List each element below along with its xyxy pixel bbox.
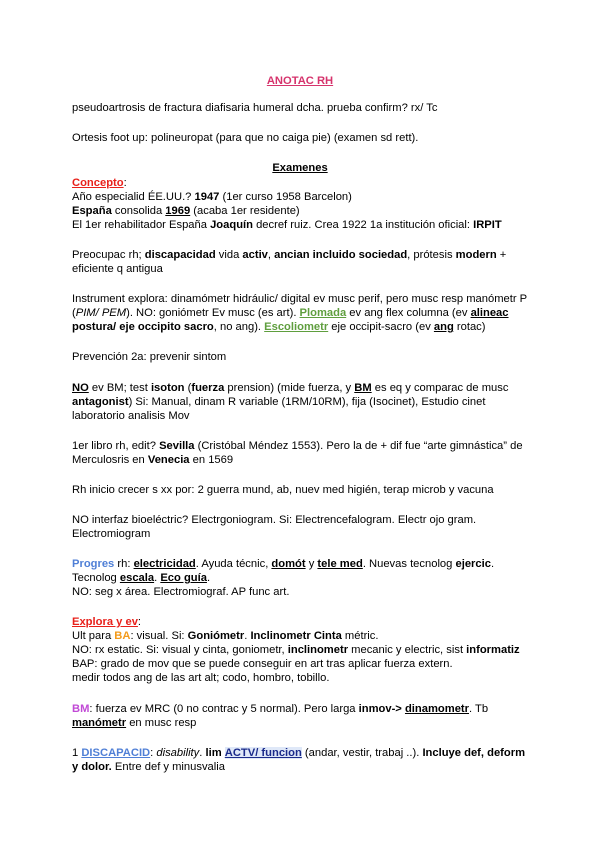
- concepto-line-1: Año especialid ÉE.UU.? 1947 (1er curso 1958 Barcelon): [72, 191, 352, 203]
- section-heading: Examenes: [272, 162, 328, 174]
- libro-line-2: Merculosris en Venecia en 1569: [72, 454, 234, 466]
- document-title: ANOTAC RH: [266, 75, 334, 87]
- explora-line-4: medir todos ang de las art alt; codo, hombro, tobillo.: [72, 672, 330, 684]
- progres-line-2: Tecnolog escala. Eco guía.: [72, 572, 211, 584]
- concepto-line-2: España consolida 1969 (acaba 1er residente): [72, 205, 300, 217]
- explora-line-1: Ult para BA: visual. Si: Goniómetr. Inclinometr Cinta métric.: [72, 630, 379, 642]
- explora-heading: Explora y ev:: [72, 616, 142, 628]
- instrument-line-3: postura/ eje occipito sacro, no ang). Escoliometr eje occipit-sacro (ev ang rotac): [72, 321, 486, 333]
- no-block-line-2: antagonist) Si: Manual, dinam R variable (1RM/10RM), fija (Isocinet), Estudio cinet: [72, 396, 486, 408]
- bm-line-1: BM: fuerza ev MRC (0 no contrac y 5 normal). Pero larga inmov-> dinamometr. Tb: [72, 703, 489, 715]
- explora-line-3: BAP: grado de mov que se puede conseguir en art tras aplicar fuerza extern.: [72, 658, 453, 670]
- preocupac-line-2: eficiente q antigua: [72, 263, 163, 275]
- interfaz-line-2: Electromiogram: [72, 528, 151, 540]
- concepto-line-3: El 1er rehabilitador España Joaquín decref ruiz. Crea 1922 1a institución oficial: IRPIT: [72, 219, 502, 231]
- discapacid-line-2: y dolor. Entre def y minusvalia: [72, 761, 225, 773]
- progres-line-3: NO: seg x área. Electromiograf. AP func art.: [72, 586, 290, 598]
- instrument-line-2: (PIM/ PEM). NO: goniómetr Ev musc (es art). Plomada ev ang flex columna (ev alineac: [72, 307, 509, 319]
- intro-line-1: pseudoartrosis de fractura diafisaria humeral dcha. prueba confirm? rx/ Tc: [72, 102, 438, 114]
- instrument-line-1: Instrument explora: dinamómetr hidráulic/ digital ev musc perif, pero musc resp manómetr P: [72, 293, 528, 305]
- libro-line-1: 1er libro rh, edit? Sevilla (Cristóbal Méndez 1553). Pero la de + dif fue “arte gimnástica” de: [72, 440, 523, 452]
- discapacid-line-1: 1 DISCAPACID: disability. lim ACTV/ funcion (andar, vestir, trabaj ..). Incluye def, deform: [72, 747, 526, 759]
- intro-line-2: Ortesis foot up: polineuropat (para que no caiga pie) (examen sd rett).: [72, 132, 419, 144]
- progres-line-1: Progres rh: electricidad. Ayuda técnic, domót y tele med. Nuevas tecnolog ejercic.: [72, 558, 495, 570]
- no-block-line-1: NO ev BM; test isoton (fuerza prension) (mide fuerza, y BM es eq y comparac de musc: [72, 382, 509, 394]
- prevencion-line: Prevención 2a: prevenir sintom: [72, 351, 227, 363]
- preocupac-line-1: Preocupac rh; discapacidad vida activ, ancian incluido sociedad, prótesis modern +: [72, 249, 507, 261]
- concepto-heading: Concepto:: [72, 177, 127, 189]
- no-block-line-3: laboratorio analisis Mov: [72, 410, 190, 422]
- explora-line-2: NO: rx estatic. Si: visual y cinta, goniometr, inclinometr mecanic y electric, sist informatiz: [72, 644, 520, 656]
- interfaz-line-1: NO interfaz bioeléctric? Electrgoniogram. Si: Electrencefalogram. Electr ojo gram.: [72, 514, 477, 526]
- bm-line-2: manómetr en musc resp: [72, 717, 197, 729]
- inicio-line: Rh inicio crecer s xx por: 2 guerra mund, ab, nuev med higién, terap microb y vacuna: [72, 484, 494, 496]
